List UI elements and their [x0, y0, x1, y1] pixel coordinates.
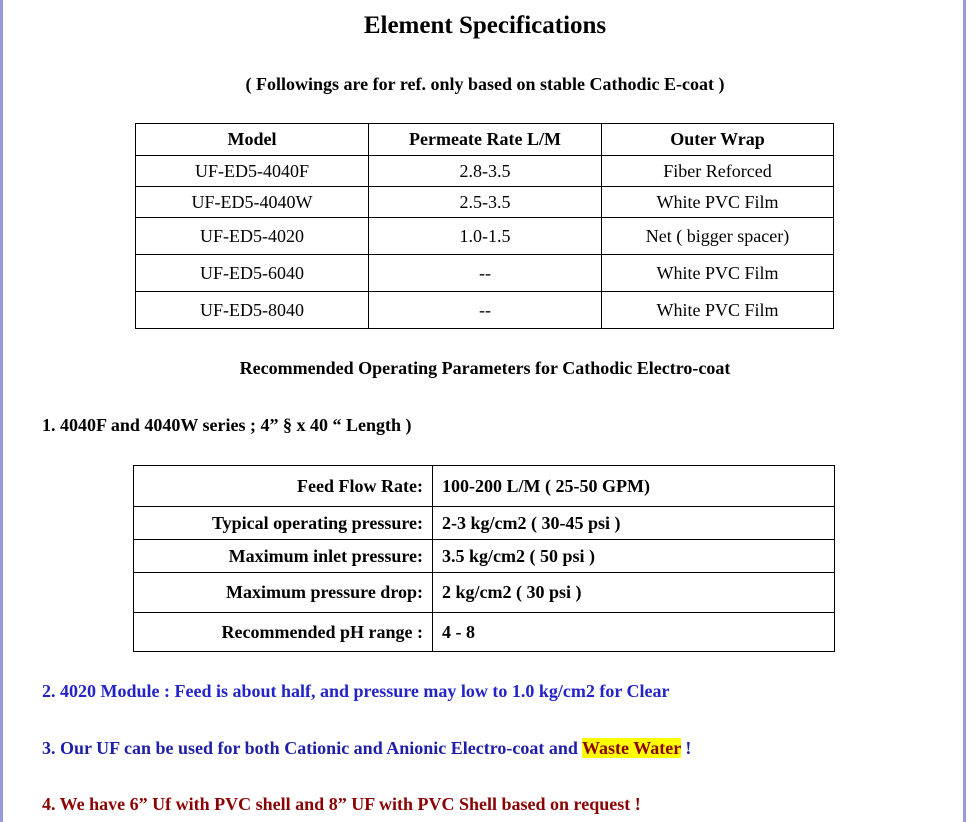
note-pvc-shell: 4. We have 6” Uf with PVC shell and 8” UF with PVC Shell based on request ! — [42, 794, 641, 814]
table-row — [134, 466, 835, 507]
note-4020-module: 2. 4020 Module : Feed is about half, and pressure may low to 1.0 kg/cm2 for Clear — [42, 681, 670, 701]
model-cell: UF-ED5-4040W — [136, 187, 369, 218]
permeate-rate-cell: -- — [369, 292, 602, 329]
permeate-rate-cell: 2.8-3.5 — [369, 156, 602, 187]
parameter-value: 2-3 kg/cm2 ( 30-45 psi ) — [433, 507, 835, 540]
outer-wrap-cell: White PVC Film — [602, 292, 834, 329]
parameter-value: 100-200 L/M ( 25-50 GPM) — [433, 466, 835, 507]
operating-parameters-table — [133, 465, 835, 652]
parameter-label: Maximum inlet pressure: — [134, 540, 433, 573]
table-row — [134, 613, 835, 652]
parameter-value: 4 - 8 — [433, 613, 835, 652]
table-row — [136, 187, 834, 218]
parameter-label: Feed Flow Rate: — [134, 466, 433, 507]
outer-wrap-cell: Fiber Reforced — [602, 156, 834, 187]
table-row — [134, 573, 835, 613]
table-row — [136, 156, 834, 187]
note-uf-usage — [42, 738, 691, 759]
page-subtitle: ( Followings are for ref. only based on stable Cathodic E-coat ) — [245, 74, 725, 94]
page-left-border — [0, 0, 3, 822]
page-title: Element Specifications — [363, 12, 607, 39]
permeate-rate-cell: -- — [369, 255, 602, 292]
outer-wrap-cell: Net ( bigger spacer) — [602, 218, 834, 255]
model-cell: UF-ED5-6040 — [136, 255, 369, 292]
table-row — [136, 218, 834, 255]
parameter-value: 2 kg/cm2 ( 30 psi ) — [433, 573, 835, 613]
parameter-value: 3.5 kg/cm2 ( 50 psi ) — [433, 540, 835, 573]
permeate-rate-cell: 1.0-1.5 — [369, 218, 602, 255]
table-row — [136, 292, 834, 329]
waste-water-highlight: Waste Water — [582, 738, 681, 758]
table-row — [136, 255, 834, 292]
table-row — [134, 507, 835, 540]
column-header-permeate-rate: Permeate Rate L/M — [369, 124, 602, 156]
parameter-label: Maximum pressure drop: — [134, 573, 433, 613]
spec-table-header-row — [136, 124, 834, 156]
operating-parameters-heading: Recommended Operating Parameters for Cathodic Electro-coat — [239, 358, 731, 378]
page-right-margin — [966, 0, 976, 822]
model-cell: UF-ED5-4040F — [136, 156, 369, 187]
note-uf-usage-suffix: ! — [680, 738, 692, 758]
permeate-rate-cell: 2.5-3.5 — [369, 187, 602, 218]
table-row — [134, 540, 835, 573]
column-header-model: Model — [136, 124, 369, 156]
model-cell: UF-ED5-4020 — [136, 218, 369, 255]
outer-wrap-cell: White PVC Film — [602, 187, 834, 218]
parameter-label: Typical operating pressure: — [134, 507, 433, 540]
model-cell: UF-ED5-8040 — [136, 292, 369, 329]
parameter-label: Recommended pH range : — [134, 613, 433, 652]
element-spec-table — [135, 123, 834, 329]
outer-wrap-cell: White PVC Film — [602, 255, 834, 292]
column-header-outer-wrap: Outer Wrap — [602, 124, 834, 156]
note-uf-usage-text: 3. Our UF can be used for both Cationic and Anionic Electro-coat and — [42, 738, 583, 758]
series-item-1: 1. 4040F and 4040W series ; 4” § x 40 “ Length ) — [42, 415, 412, 435]
